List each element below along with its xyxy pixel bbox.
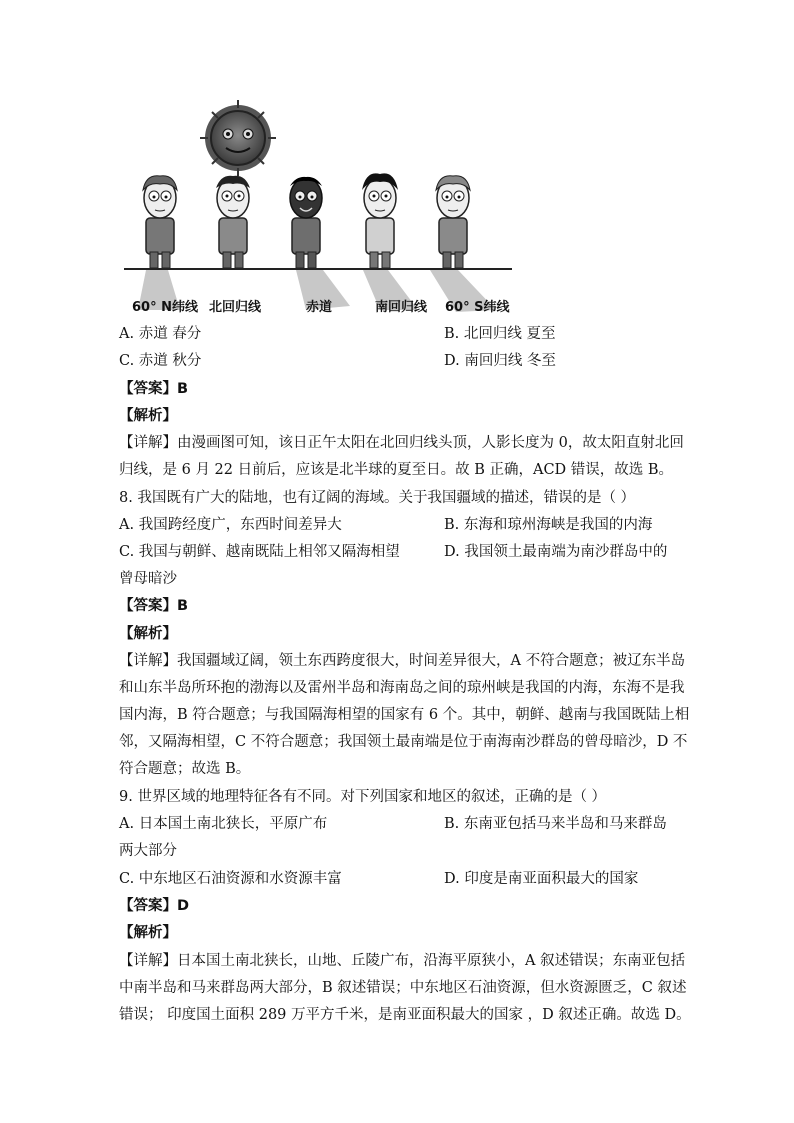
person-60s (436, 176, 470, 268)
q8-detail-line: 邻，又隔海相望，C 不符合题意；我国领土最南端是位于南海南沙群岛的曾母暗沙，D 不 (119, 734, 688, 750)
q9-detail-line: 错误； 印度国土面积 289 万平方千米，是南亚面积最大的国家 ，D 叙述正确。故选 D。 (119, 1007, 691, 1023)
figure-label-tropic-cancer: 北回归线 (209, 300, 262, 315)
person-tropic-capricorn (362, 173, 398, 268)
q8-detail-line: 符合题意；故选 B。 (119, 761, 251, 777)
q9-detail-line: 【详解】日本国土南北狭长，山地、丘陵广布，沿海平原狭小，A 叙述错误；东南亚包括 (119, 953, 686, 969)
q8-option-d: D. 我国领土最南端为南沙群岛中的 (444, 544, 668, 560)
q8-answer: 【答案】B (119, 598, 189, 614)
q8-detail-line: 国内海，B 符合题意；与我国隔海相望的国家有 6 个。其中，朝鲜、越南与我国既陆上相 (119, 707, 690, 723)
person-60n (143, 176, 177, 268)
figure-label-equator: 赤道 (306, 300, 333, 315)
sun-icon (200, 100, 276, 176)
figure-label-60n: 60° N纬线 (132, 300, 198, 315)
q7-option-c: C. 赤道 秋分 (119, 353, 202, 369)
q9-option-b: B. 东南亚包括马来半岛和马来群岛 (444, 816, 667, 832)
q9-analysis-label: 【解析】 (119, 925, 177, 941)
q7-detail-line: 归线，是 6 月 22 日前后，应该是北半球的夏至日。故 B 正确，ACD 错误，故选 B。 (119, 462, 674, 478)
figure-label-tropic-capricorn: 南回归线 (375, 300, 428, 315)
q8-analysis-label: 【解析】 (119, 626, 177, 642)
q8-option-d-cont: 曾母暗沙 (119, 571, 177, 587)
figure-label-60s: 60° S纬线 (445, 300, 510, 315)
solar-noon-comic-figure (118, 100, 518, 316)
person-equator (290, 177, 322, 268)
q9-answer: 【答案】D (119, 898, 190, 914)
q9-stem: 9. 世界区域的地理特征各有不同。对下列国家和地区的叙述，正确的是（ ） (119, 789, 607, 805)
q7-analysis-label: 【解析】 (119, 408, 177, 424)
person-tropic-cancer (216, 176, 250, 268)
q8-stem: 8. 我国既有广大的陆地，也有辽阔的海域。关于我国疆域的描述，错误的是（ ） (119, 490, 636, 506)
q7-option-a: A. 赤道 春分 (119, 326, 202, 342)
q9-option-c: C. 中东地区石油资源和水资源丰富 (119, 871, 342, 887)
q7-answer: 【答案】B (119, 381, 189, 397)
q8-option-c: C. 我国与朝鲜、越南既陆上相邻又隔海相望 (119, 544, 400, 560)
q8-option-a: A. 我国跨经度广，东西时间差异大 (119, 517, 342, 533)
q7-option-b: B. 北回归线 夏至 (444, 326, 556, 342)
q9-option-b-cont: 两大部分 (119, 843, 177, 859)
q7-detail-line: 【详解】由漫画图可知，该日正午太阳在北回归线头顶，人影长度为 0，故太阳直射北回 (119, 435, 684, 451)
q7-option-d: D. 南回归线 冬至 (444, 353, 556, 369)
q9-detail-line: 中南半岛和马来群岛两大部分，B 叙述错误；中东地区石油资源，但水资源匮乏，C 叙述 (119, 980, 687, 996)
q9-option-a: A. 日本国土南北狭长，平原广布 (119, 816, 328, 832)
q9-option-d: D. 印度是南亚面积最大的国家 (444, 871, 639, 887)
q8-detail-line: 和山东半岛所环抱的渤海以及雷州半岛和海南岛之间的琼州峡是我国的内海，东海不是我 (119, 680, 685, 696)
q8-detail-line: 【详解】我国疆域辽阔，领土东西跨度很大，时间差异很大，A 不符合题意；被辽东半岛 (119, 653, 686, 669)
q8-option-b: B. 东海和琼州海峡是我国的内海 (444, 517, 653, 533)
